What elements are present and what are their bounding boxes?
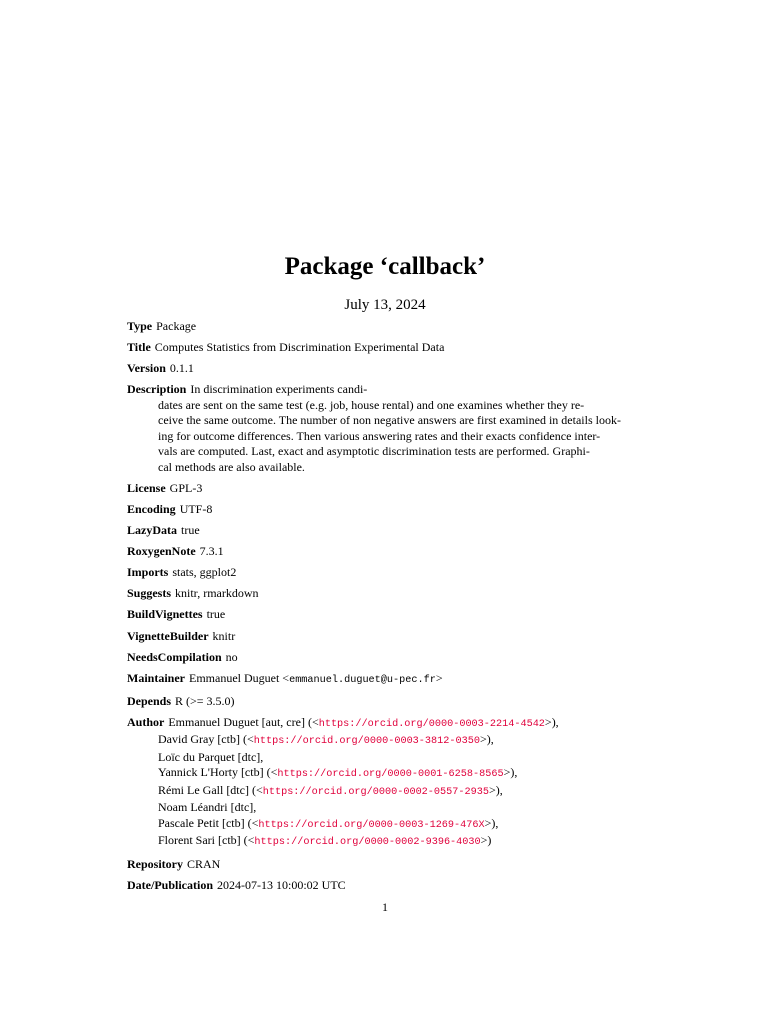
description-line: ceive the same outcome. The number of non negative answers are first examined in details look- [158, 413, 621, 428]
field-value: true [206, 607, 226, 622]
field-key: Date/Publication [127, 877, 213, 892]
author-entry [127, 783, 647, 801]
author-entry-close: >), [544, 714, 559, 729]
orcid-link[interactable]: https://orcid.org/0000-0001-6258-8565 [277, 769, 504, 781]
field-value: knitr, rmarkdown [175, 586, 259, 601]
field-imports [127, 565, 647, 581]
field-key: Description [127, 382, 187, 397]
field-value: 2024-07-13 10:00:02 UTC [217, 877, 346, 892]
field-key: BuildVignettes [127, 607, 203, 622]
field-key: Encoding [127, 501, 176, 516]
field-type [127, 319, 647, 335]
author-entry-text: Florent Sari [ctb] (< [158, 833, 255, 848]
maintainer-close: > [435, 670, 443, 685]
field-description [127, 382, 647, 475]
field-value: 0.1.1 [169, 361, 194, 376]
author-entry-text: David Gray [ctb] (< [158, 732, 254, 747]
field-needscompilation [127, 650, 647, 666]
orcid-link[interactable]: https://orcid.org/0000-0003-1269-476X [258, 819, 485, 831]
field-lazydata [127, 523, 647, 539]
author-entry-close: >), [503, 765, 518, 780]
field-value: 7.3.1 [199, 544, 224, 559]
field-value: stats, ggplot2 [172, 565, 237, 580]
field-version [127, 361, 647, 377]
field-key: NeedsCompilation [127, 649, 222, 664]
field-key: Depends [127, 693, 172, 708]
field-value: Package [156, 319, 197, 333]
author-entry-close: >), [488, 782, 503, 797]
field-key: Title [127, 340, 151, 355]
field-depends [127, 694, 647, 710]
field-buildvignettes [127, 607, 647, 623]
description-line: In discrimination experiments candi- [190, 382, 368, 397]
field-datepublication [127, 878, 647, 894]
publication-date: July 13, 2024 [344, 297, 426, 313]
author-entry [127, 750, 647, 766]
field-value: Computes Statistics from Discrimination Experimental Data [154, 340, 445, 355]
field-key: License [127, 480, 166, 495]
field-value: CRAN [187, 856, 221, 871]
orcid-link[interactable]: https://orcid.org/0000-0003-2214-4542 [318, 718, 545, 730]
field-key: Repository [127, 856, 183, 871]
field-repository [127, 857, 647, 873]
field-vignettebuilder [127, 629, 647, 645]
field-value: knitr [212, 628, 236, 643]
maintainer-name: Emmanuel Duguet < [189, 670, 290, 685]
field-value: UTF-8 [179, 501, 213, 516]
orcid-link[interactable]: https://orcid.org/0000-0003-3812-0350 [253, 736, 480, 748]
maintainer-email-link[interactable]: emmanuel.duguet@u-pec.fr [289, 674, 436, 686]
package-fields [127, 319, 647, 899]
author-entry-close: >), [479, 732, 494, 747]
field-key: Type [127, 319, 153, 333]
field-value: true [181, 523, 200, 538]
author-entry-text: Rémi Le Gall [dtc] (< [158, 782, 263, 797]
field-maintainer [127, 671, 647, 689]
field-value: no [225, 649, 238, 664]
author-entry-text: Loïc du Parquet [dtc], [158, 749, 264, 764]
package-title: Package ‘callback’ [284, 253, 486, 280]
description-line: dates are sent on the same test (e.g. job, house rental) and one examines whether they re- [158, 397, 585, 412]
field-key: Version [127, 361, 166, 376]
author-entry-text: Yannick L'Horty [ctb] (< [158, 765, 278, 780]
author-entry [127, 800, 647, 816]
description-line: ing for outcome differences. Then various answering rates and their exacts confidence inter- [158, 428, 601, 443]
author-entry-close: >) [480, 833, 492, 848]
author-entry [127, 816, 647, 834]
author-entry [127, 833, 647, 851]
field-encoding [127, 502, 647, 518]
field-key: Author [127, 714, 165, 729]
field-key: VignetteBuilder [127, 628, 209, 643]
author-entry [127, 765, 647, 783]
orcid-link[interactable]: https://orcid.org/0000-0002-0557-2935 [262, 786, 489, 798]
description-line: cal methods are also available. [158, 459, 305, 474]
description-line: vals are computed. Last, exact and asymptotic discrimination tests are performed. Graphi- [158, 444, 590, 459]
field-key: Imports [127, 565, 169, 580]
field-value: R (>= 3.5.0) [175, 693, 235, 708]
field-value: GPL-3 [169, 480, 203, 495]
author-entry-text: Pascale Petit [ctb] (< [158, 815, 259, 830]
field-roxygennote [127, 544, 647, 560]
page-number: 1 [382, 900, 388, 914]
author-entry-close: >), [484, 815, 499, 830]
field-key: RoxygenNote [127, 544, 196, 559]
field-key: Suggests [127, 586, 172, 601]
field-key: Maintainer [127, 670, 185, 685]
field-title [127, 340, 647, 356]
author-entry-text: Emmanuel Duguet [aut, cre] (< [168, 714, 319, 729]
author-entry [127, 732, 647, 750]
field-author [127, 715, 647, 851]
field-suggests [127, 586, 647, 602]
field-key: LazyData [127, 523, 177, 538]
author-entry-text: Noam Léandri [dtc], [158, 800, 257, 815]
orcid-link[interactable]: https://orcid.org/0000-0002-9396-4030 [254, 837, 481, 849]
field-license [127, 481, 647, 497]
